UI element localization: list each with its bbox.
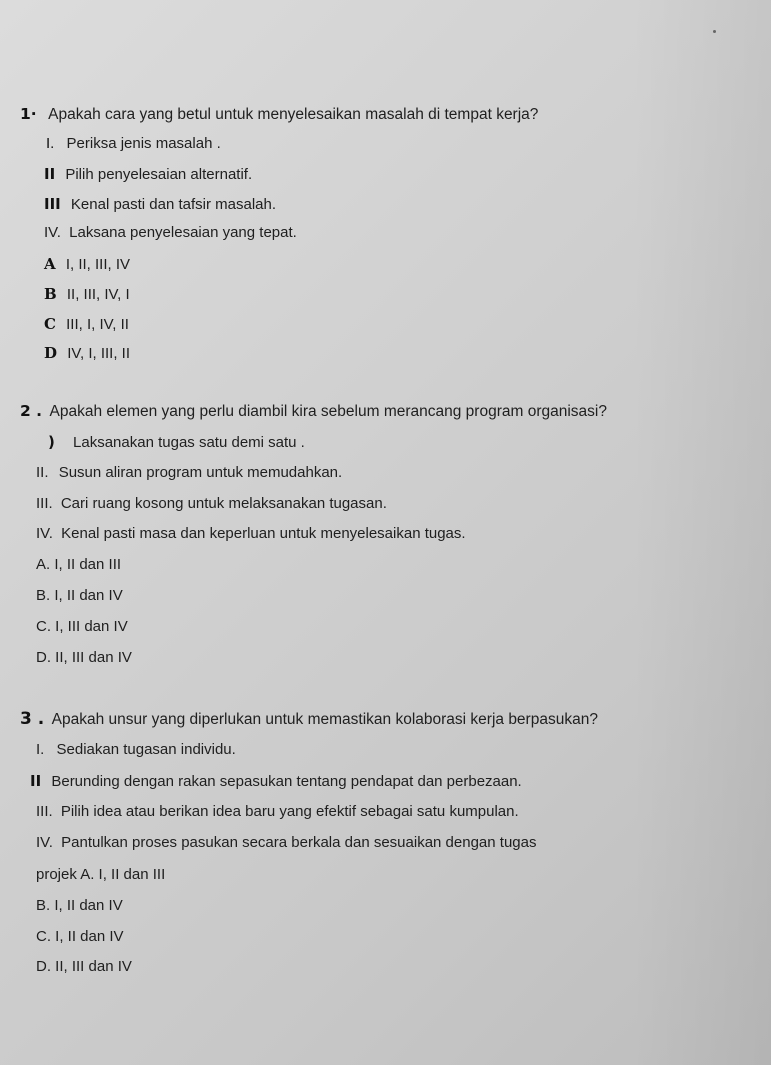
q1-option-c-text: III, I, IV, II	[66, 316, 129, 333]
q3-item-2	[30, 772, 522, 791]
q1-number: 1·	[20, 105, 37, 123]
page-shadow	[631, 0, 771, 1065]
q1-option-d-marker: D	[44, 344, 58, 362]
q3-option-c	[36, 928, 124, 946]
q1-question-text: Apakah cara yang betul untuk menyelesaikan masalah di tempat kerja?	[48, 106, 539, 123]
q3-number: 3 .	[20, 709, 45, 729]
q2-item-1-marker: )	[48, 433, 55, 451]
q3-item-1-marker: I.	[36, 741, 45, 758]
q2-item-3-marker: III.	[36, 495, 53, 512]
q1-option-a-text: I, II, III, IV	[65, 256, 130, 273]
q1-item-2	[44, 165, 252, 184]
q1-option-b-text: II, III, IV, I	[66, 286, 130, 303]
q2-item-1	[48, 433, 305, 452]
q2-item-2-text: Susun aliran program untuk memudahkan.	[58, 464, 343, 481]
q1-item-4-marker: IV.	[44, 224, 61, 241]
q2-option-c	[36, 618, 128, 636]
q3-question-text: Apakah unsur yang diperlukan untuk memastikan kolaborasi kerja berpasukan?	[51, 711, 598, 728]
q2-item-1-text: Laksanakan tugas satu demi satu .	[73, 434, 305, 451]
q3-item-1-text: Sediakan tugasan individu.	[56, 741, 236, 758]
q2-item-3	[36, 495, 387, 513]
q3-item-3-text: Pilih idea atau berikan idea baru yang efektif sebagai satu kumpulan.	[60, 803, 519, 820]
q1-option-a	[44, 255, 130, 274]
q1-item-3-text: Kenal pasti dan tafsir masalah.	[70, 196, 277, 213]
q3-continuation-text: projek A. I, II dan III	[36, 866, 166, 883]
q3-option-b	[36, 897, 123, 915]
q1-item-2-text: Pilih penyelesaian alternatif.	[65, 166, 253, 183]
paper-speck	[713, 30, 716, 33]
q3-question-line	[20, 710, 598, 729]
q2-item-4-marker: IV.	[36, 525, 53, 542]
q3-option-b-text: B. I, II dan IV	[36, 897, 123, 914]
q1-item-3-marker: III	[44, 195, 61, 213]
q3-item-3	[36, 803, 519, 821]
q1-option-d-text: IV, I, III, II	[67, 345, 130, 362]
q2-option-a	[36, 556, 121, 574]
q2-option-b	[36, 587, 123, 605]
q1-item-1-marker: I.	[46, 135, 55, 152]
q1-item-1	[46, 135, 221, 153]
q3-item-2-text: Berunding dengan rakan sepasukan tentang pendapat dan perbezaan.	[51, 773, 522, 790]
q1-option-b	[44, 285, 130, 304]
q1-item-4-text: Laksana penyelesaian yang tepat.	[69, 224, 297, 241]
q3-item-4-marker: IV.	[36, 834, 53, 851]
q1-option-a-marker: A	[44, 255, 56, 273]
q1-option-c	[44, 315, 129, 334]
q1-question-line	[20, 105, 538, 124]
q2-number: 2 .	[20, 402, 43, 420]
q2-option-d	[36, 649, 132, 667]
q2-option-d-text: D. II, III dan IV	[36, 649, 132, 666]
q1-option-b-marker: B	[44, 285, 57, 303]
q2-item-4-text: Kenal pasti masa dan keperluan untuk menyelesaikan tugas.	[61, 525, 466, 542]
q3-item-2-marker: II	[30, 772, 42, 790]
q3-item-3-marker: III.	[36, 803, 53, 820]
q1-option-d	[44, 344, 130, 363]
q2-item-2	[36, 464, 342, 482]
q3-item-4	[36, 834, 536, 852]
q1-option-c-marker: C	[44, 315, 56, 333]
q2-option-c-text: C. I, III dan IV	[36, 618, 128, 635]
q1-item-4	[44, 224, 297, 242]
q2-item-2-marker: II.	[36, 464, 49, 481]
q2-question-line	[20, 402, 607, 421]
q3-option-c-text: C. I, II dan IV	[36, 928, 124, 945]
q2-item-4	[36, 525, 466, 543]
q2-option-b-text: B. I, II dan IV	[36, 587, 123, 604]
q2-option-a-text: A. I, II dan III	[36, 556, 122, 573]
q3-continuation	[36, 866, 165, 884]
q3-item-4-text: Pantulkan proses pasukan secara berkala dan sesuaikan dengan tugas	[61, 834, 537, 851]
q3-item-1	[36, 741, 236, 759]
q3-option-d	[36, 958, 132, 976]
q1-item-1-text: Periksa jenis masalah .	[66, 135, 221, 152]
q3-option-d-text: D. II, III dan IV	[36, 958, 132, 975]
q1-item-3	[44, 195, 276, 214]
q1-item-2-marker: II	[44, 165, 56, 183]
q2-question-text: Apakah elemen yang perlu diambil kira sebelum merancang program organisasi?	[49, 403, 607, 420]
q2-item-3-text: Cari ruang kosong untuk melaksanakan tugasan.	[60, 495, 387, 512]
